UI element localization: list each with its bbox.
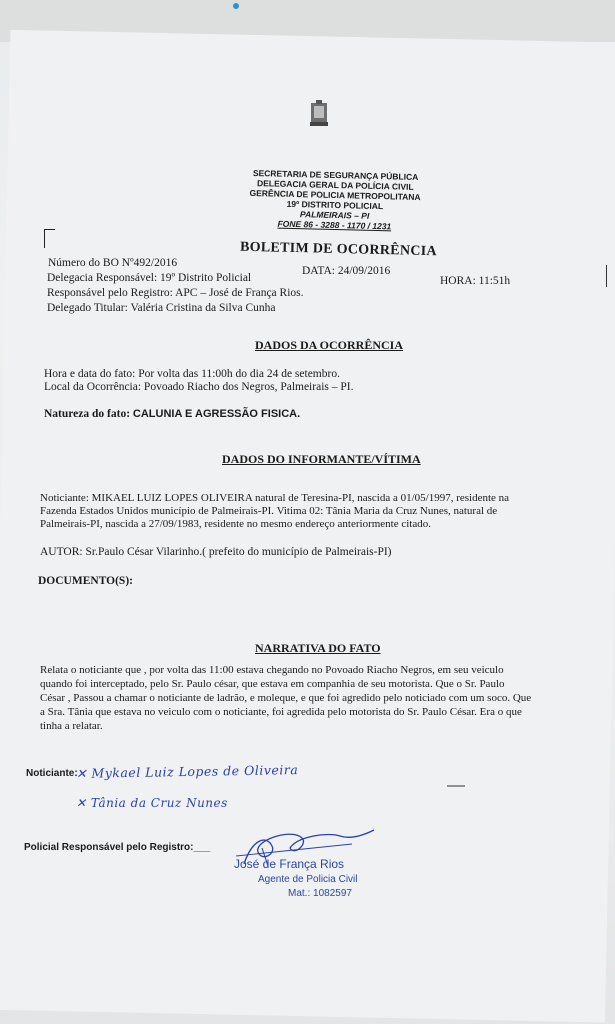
informant-line: Noticiante: MIKAEL LUIZ LOPES OLIVEIRA natural de Teresina-PI, nascida a 01/05/1997, residente na [40,492,510,504]
narrative-line: quando foi interceptado, pelo Sr. Paulo césar, que estava em companhia de seu motorista. Que o Sr. Paulo [40,678,505,690]
section-title-ocorrencia: DADOS DA OCORRÊNCIA [255,338,404,352]
bo-date: DATA: 24/09/2016 [302,265,391,277]
fact-location: Local da Ocorrência: Povoado Riacho dos Negros, Palmeirais – PI. [44,381,354,393]
fact-datetime: Hora e data do fato: Por volta das 11:00h do dia 24 de setembro. [44,368,340,380]
header-line: GERÊNCIA DE POLICIA METROPOLITANA [249,187,421,203]
bo-responsavel: Responsável pelo Registro: APC – José de França Rios. [47,287,304,299]
informant-line: Palmeirais-PI, nascida a 27/09/1983, residente no mesmo endereço anteriormente citado. [40,518,431,530]
header-line: 19º DISTRITO POLICIAL [286,198,384,212]
narrative-line: a Sra. Tânia que estava no veiculo com o noticiante, foi agredida pelo motorista do Sr. Paulo César. Era o que [40,706,522,718]
blue-dot-mark [233,3,239,9]
bo-delegado: Delegado Titular: Valéria Cristina da Silva Cunha [47,302,276,314]
bo-number: Número do BO Nº492/2016 [48,257,178,269]
narrative-line: Relata o noticiante que , por volta das 11:00 estava chegando no Povoado Riacho Negros, em seu veiculo [40,664,504,676]
fact-nature [44,408,300,420]
stamp-officer-name: José de França Rios [234,857,345,871]
narrative-line: César , Passou a chamar o noticiante de ladrão, e moleque, e que foi agredido pelo noticiado com um soco. Que [40,692,532,704]
header-phone: FONE 86 - 3288 - 1170 / 1231 [277,218,392,232]
header-line: DELEGACIA GERAL DA POLÍCIA CIVIL [256,178,414,192]
bo-time: HORA: 11:51h [440,275,511,287]
signature-noticiante: ✕ Mykael Luiz Lopes de Oliveira [75,762,299,781]
dash-mark [447,784,465,788]
section-title-narrativa: NARRATIVA DO FATO [255,641,381,655]
coat-of-arms-icon [308,100,330,128]
fact-nature-label: Natureza do fato: [44,408,131,420]
signature-victim: ✕ Tânia da Cruz Nunes [76,796,228,810]
corner-bracket [44,229,55,248]
narrative-line: tinha a relatar. [40,720,103,732]
stamp-officer-id: Mat.: 1082597 [288,888,352,899]
header-line: SECRETARIA DE SEGURANÇA PÚBLICA [252,167,419,183]
bo-delegacia: Delegacia Responsável: 19º Distrito Policial [47,272,252,284]
author-line: AUTOR: Sr.Paulo César Vilarinho.( prefeito do município de Palmeirais-PI) [40,546,392,558]
margin-mark [606,265,607,287]
fact-nature-value: CALUNIA E AGRESSÃO FISICA. [132,408,301,420]
document-title: BOLETIM DE OCORRÊNCIA [239,239,438,260]
officer-label: Policial Responsável pelo Registro:___ [24,842,211,853]
institution-header [214,167,455,233]
section-title-informante: DADOS DO INFORMANTE/VÍTIMA [222,452,421,466]
informant-line: Fazenda Estados Unidos município de Palmeirais-PI. Vitima 02: Tânia Maria da Cruz Nunes, natural de [40,505,498,517]
stamp-officer-role: Agente de Policia Civil [258,874,358,885]
documents-label: DOCUMENTO(S): [38,575,133,587]
noticiante-label: Noticiante: [26,768,78,779]
header-line: PALMEIRAIS – PI [299,209,370,221]
